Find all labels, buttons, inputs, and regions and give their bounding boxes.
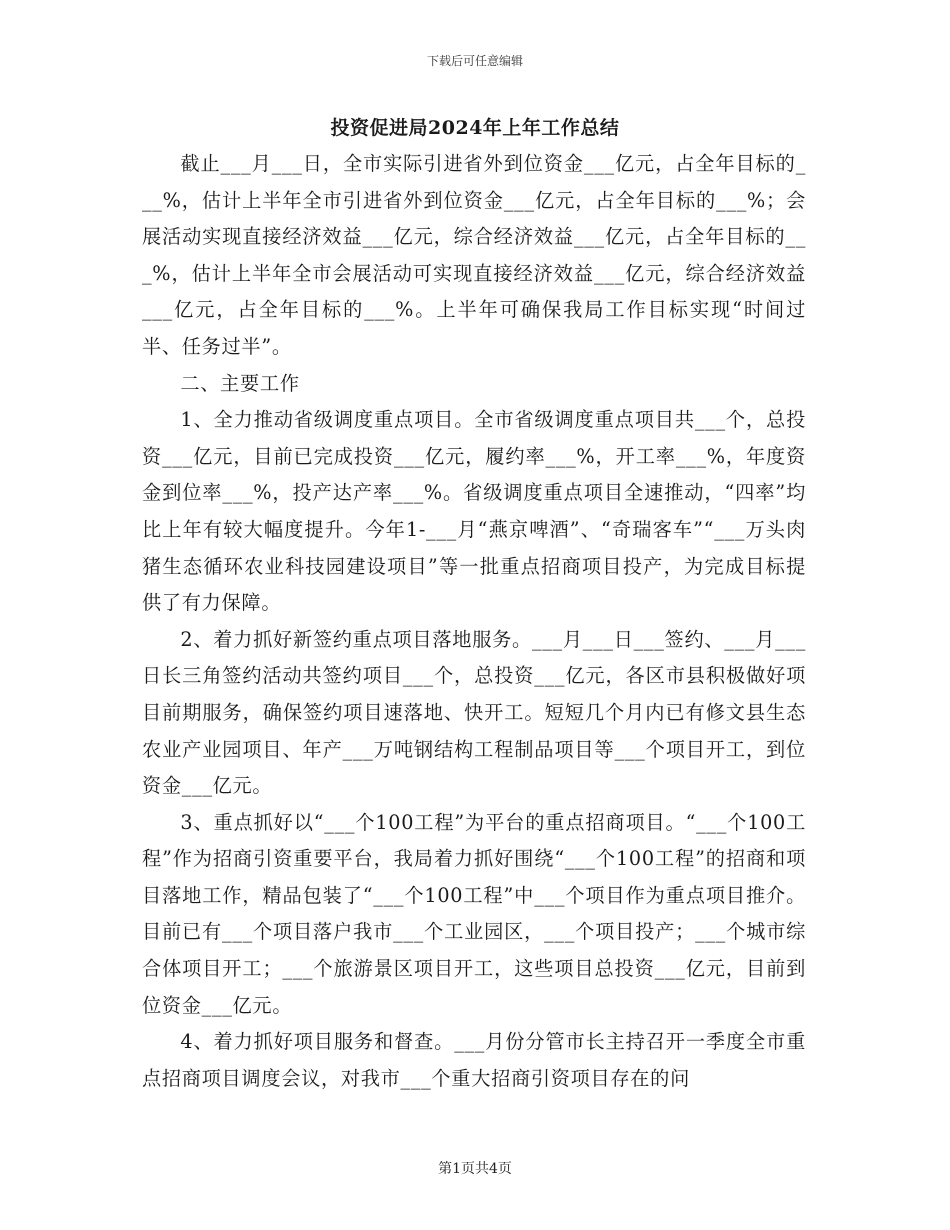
- section-heading-main-work: 二、主要工作: [180, 371, 300, 395]
- paragraph-item-3: 3、重点抓好以“___个100工程”为平台的重点招商项目。“___个100工程”作为招商引资重要平台，我局着力抓好围绕“___个100工程”的招商和项目落地工作，精品包装了“___个100工程”中___个项目作为重点项目推介。目前已有___个项目落户我市___个工业园区，___个项目投产；___个城市综合体项目开工；___个旅游景区项目开工，这些项目总投资___亿元，目前到位资金___亿元。: [142, 810, 806, 1017]
- page-indicator: 第1页共4页: [438, 1161, 512, 1177]
- document-title: 投资促进局2024年上年工作总结: [330, 117, 620, 139]
- paragraph-item-1: 1、全力推动省级调度重点项目。全市省级调度重点项目共___个，总投资___亿元，目前已完成投资___亿元，履约率___%，开工率___%，年度资金到位率___%，投产达产率___%。省级调度重点项目全速推动，“四率”均比上年有较大幅度提升。今年1-___月“燕京啤酒”、“奇瑞客车”“___万头肉猪生态循环农业科技园建设项目”等一批重点招商项目投产，为完成目标提供了有力保障。: [142, 408, 806, 615]
- header-note: 下载后可任意编辑: [426, 54, 523, 68]
- paragraph-summary: 截止___月___日，全市实际引进省外到位资金___亿元，占全年目标的___%，估计上半年全市引进省外到位资金___亿元，占全年目标的___%；会展活动实现直接经济效益___亿元，综合经济效益___亿元，占全年目标的___%，估计上半年全市会展活动可实现直接经济效益___亿元，综合经济效益___亿元，占全年目标的___%。上半年可确保我局工作目标实现“时间过半、任务过半”。: [142, 152, 806, 358]
- paragraph-item-2: 2、着力抓好新签约重点项目落地服务。___月___日___签约、___月___日长三角签约活动共签约项目___个，总投资___亿元，各区市县积极做好项目前期服务，确保签约项目速落地、快开工。短短几个月内已有修文县生态农业产业园项目、年产___万吨钢结构工程制品项目等___个项目开工，到位资金___亿元。: [142, 627, 806, 798]
- paragraph-item-4: 4、着力抓好项目服务和督查。___月份分管市长主持召开一季度全市重点招商项目调度会议，对我市___个重大招商引资项目存在的问: [142, 1030, 806, 1090]
- document-body: [142, 146, 806, 1097]
